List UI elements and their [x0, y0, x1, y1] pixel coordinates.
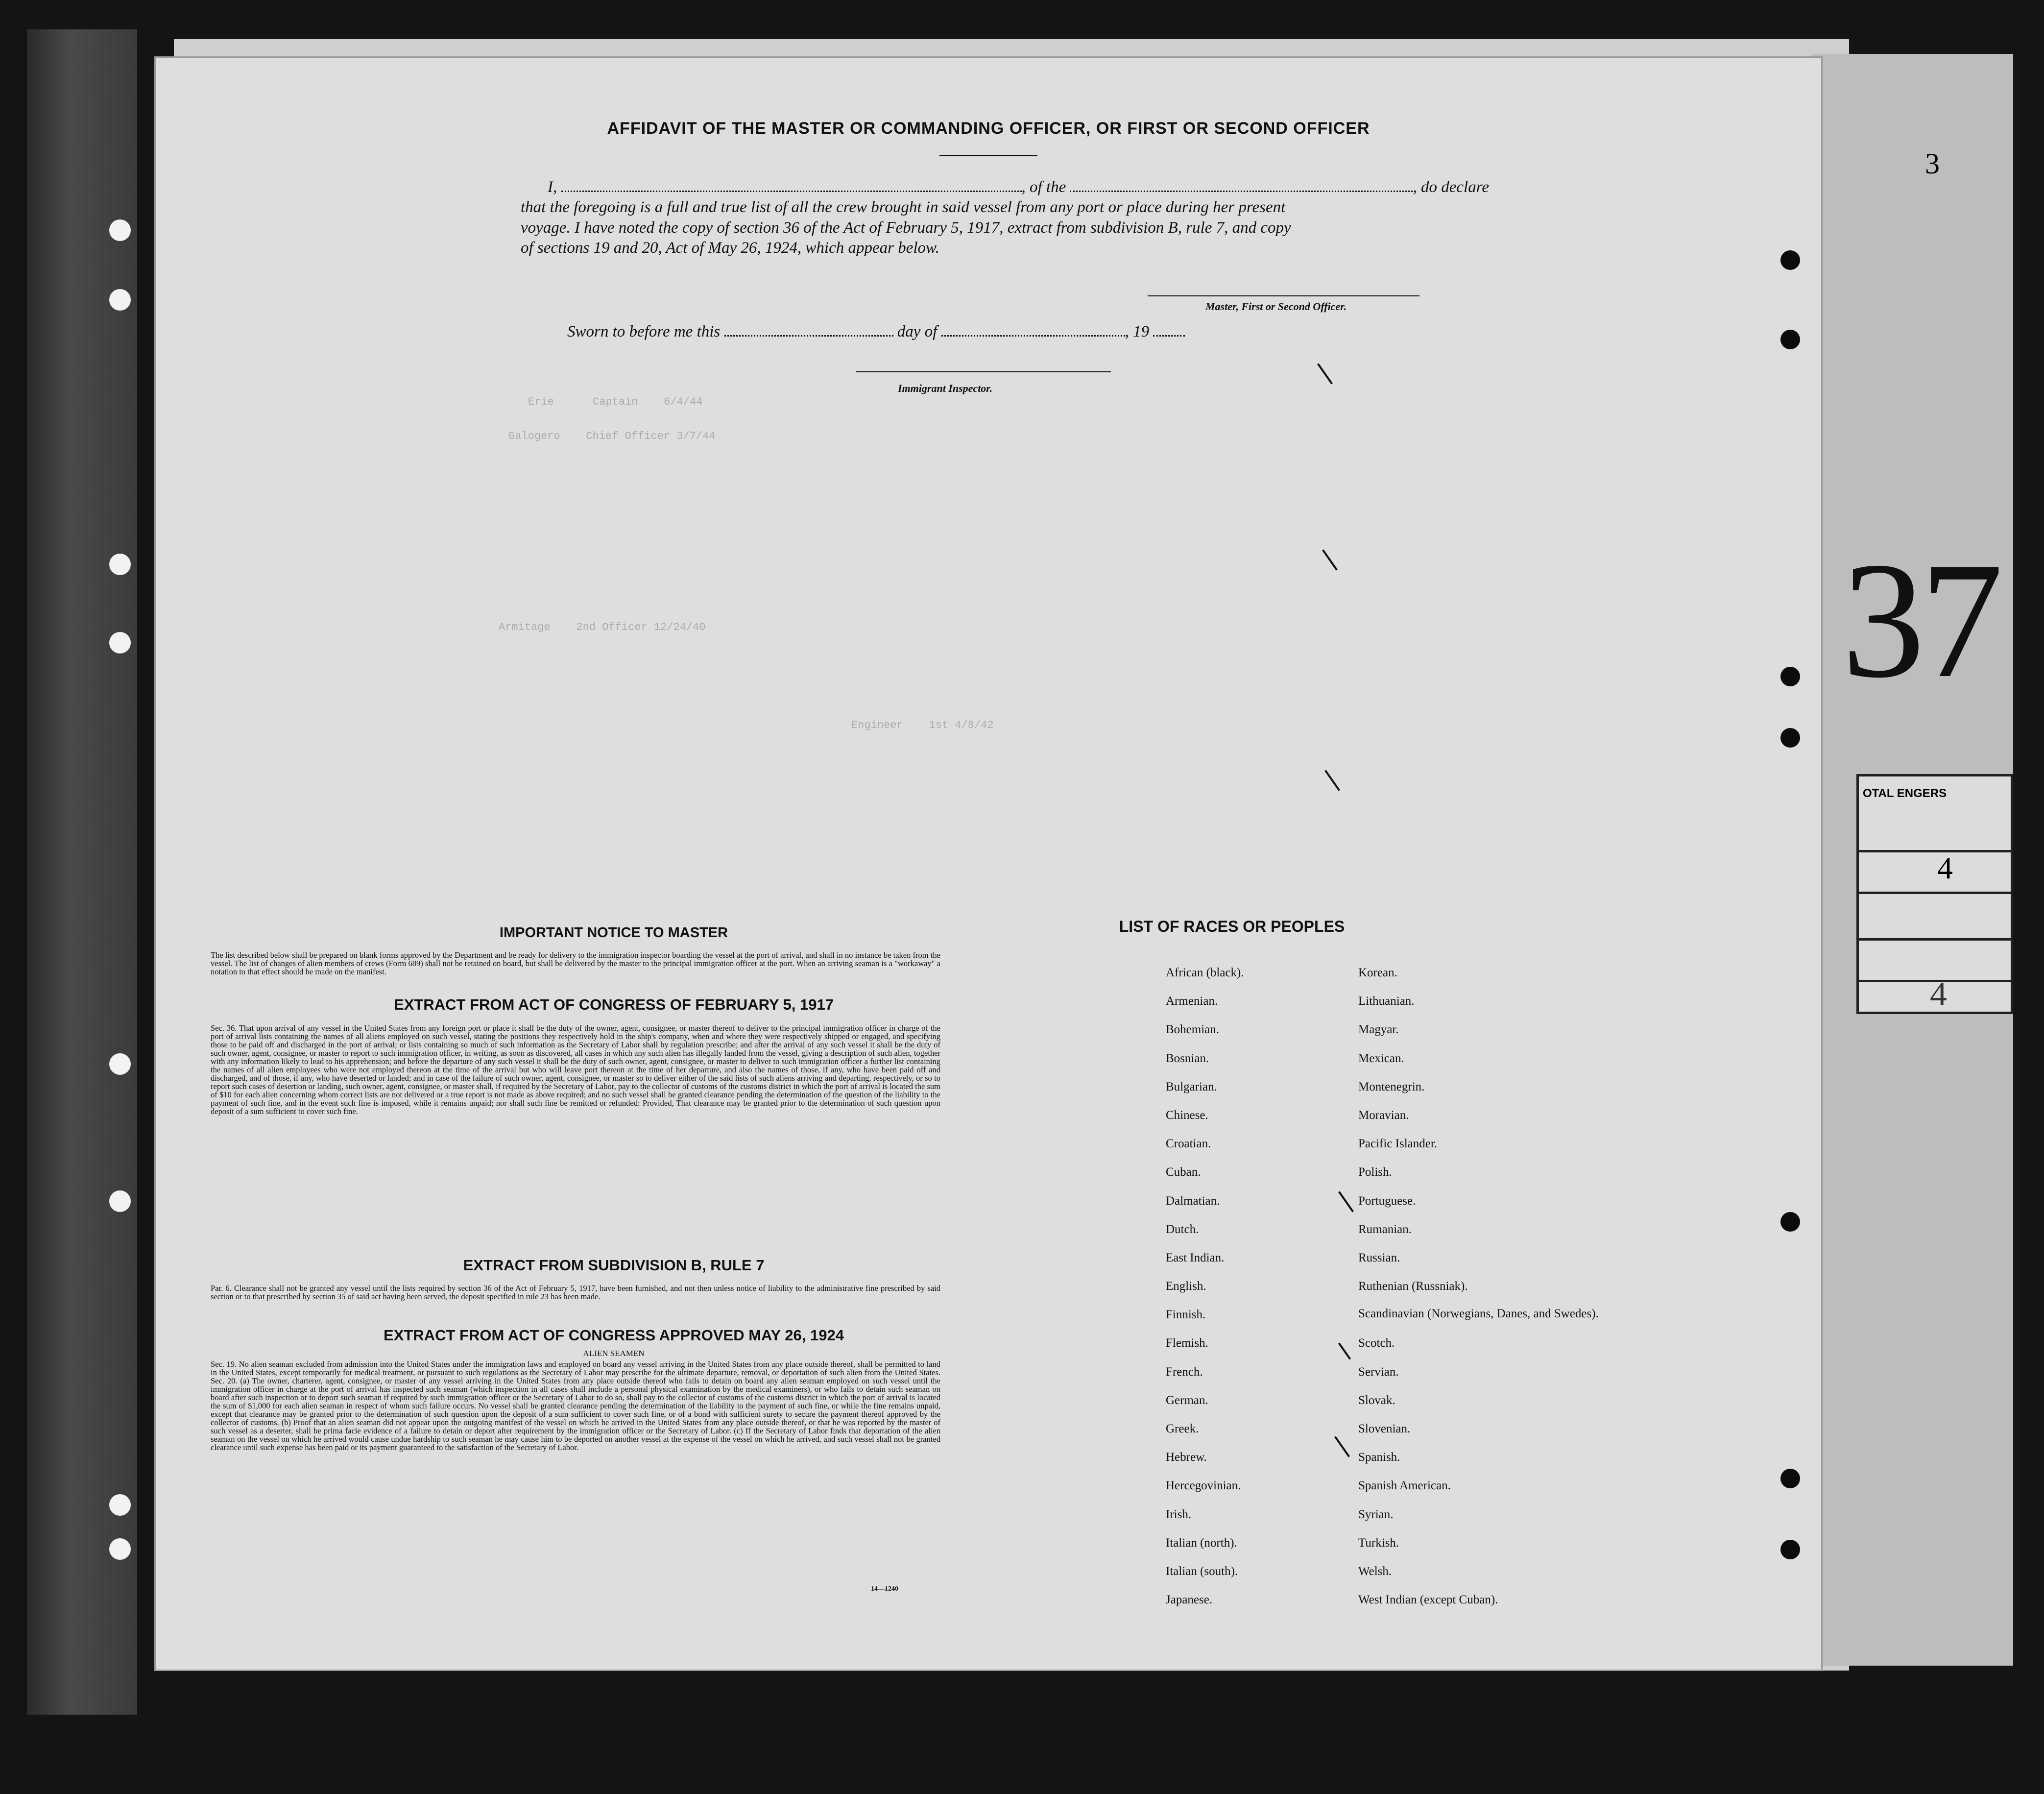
binder-hole: [109, 219, 131, 241]
sworn-day-field[interactable]: [724, 322, 893, 337]
margin-big-number: 37: [1842, 528, 1998, 712]
extract-1917-text: Sec. 36. That upon arrival of any vessel in the United States from any foreign port or place it shall be the duty of the owner, agent, consignee, or master thereof to deliver to the principal immigration officer in charge of the port of arrival lists containing the names of all aliens employed on such vessel, stating the positions they respectively hold in the ship's company, when and where they were respectively shipped or engaged, and specifying those to be paid off and discharged in the port of arrival; or lists containing so much of such information as the Secretary of Labor shall by regulation prescribe; and after the arrival of any such vessel it shall be the duty of such owner, agent, consignee, or master to report to such immigration officer, in writing, as soon as discovered, all cases in which any such alien has illegally landed from the vessel, giving a description of such alien, together with any information likely to lead to his apprehension; and before the departure of any such vessel it shall be the duty of such owner, agent, consignee, or master to deliver to such immigration officer a further list containing the names of all alien employees who were not employed thereon at the time of the arrival but who will leave port thereon at the time of her departure, and also the names of those, if any, who have been paid off and discharged, and of those, if any, who have deserted or landed; and in case of the failure of such owner, agent, consignee, or master so to deliver either of the said lists of such aliens arriving and departing, respectively, or so to report such cases of desertion or landing, such owner, agent, consignee, or master shall, if required by the Secretary of Labor, pay to the collector of customs of the customs district in which the port of arrival is located the sum of $10 for each alien concerning whom correct lists are not delivered or a true report is not made as above required; and no such vessel shall be granted clearance pending the determination of the question of the liability to the payment of such fine, and in the event such fine is imposed, while it remains unpaid; nor shall such fine be remitted or refunded: Provided, That clearance may be granted prior to the determination of such question upon deposit of a sum sufficient to cover such fine.: [211, 1023, 940, 1116]
race-item: Chinese.: [1166, 1108, 1208, 1122]
affidavit-line-3: voyage. I have noted the copy of section 36 of the Act of February 5, 1917, extract from subdivision B, rule 7, and copy: [521, 219, 1291, 237]
show-through-text: Erie Captain 6/4/44: [528, 396, 703, 408]
race-item: Montenegrin.: [1358, 1080, 1425, 1093]
title-rule: [939, 155, 1037, 156]
punch-hole: [1780, 667, 1800, 686]
notice-title: IMPORTANT NOTICE TO MASTER: [499, 925, 728, 941]
extract-1924-subtitle: ALIEN SEAMEN: [583, 1349, 645, 1358]
race-item: Armenian.: [1166, 994, 1218, 1008]
form-page: [156, 58, 1821, 1670]
race-item: Scotch.: [1358, 1336, 1395, 1350]
race-item: Ruthenian (Russniak).: [1358, 1280, 1468, 1293]
race-item: Bulgarian.: [1166, 1080, 1217, 1093]
pencil-mark: [1324, 770, 1340, 791]
race-item: Spanish American.: [1358, 1479, 1451, 1493]
sworn-year-field[interactable]: [1153, 322, 1185, 337]
extract-1917-title: EXTRACT FROM ACT OF CONGRESS OF FEBRUARY 5, 1917: [394, 996, 834, 1013]
race-item: Irish.: [1166, 1507, 1192, 1521]
race-item: Bosnian.: [1166, 1051, 1209, 1065]
show-through-text: Engineer 1st 4/8/42: [851, 719, 994, 731]
race-item: Spanish.: [1358, 1451, 1400, 1464]
race-item: Dalmatian.: [1166, 1194, 1220, 1208]
affidavit-line-2: that the foregoing is a full and true list of all the crew brought in said vessel from any port or place during her present: [521, 198, 1286, 216]
pencil-mark: [1317, 363, 1333, 384]
race-item: Moravian.: [1358, 1108, 1409, 1122]
race-item: Croatian.: [1166, 1137, 1211, 1151]
races-right-column: [1358, 966, 1599, 1621]
races-title: LIST OF RACES OR PEOPLES: [1119, 918, 1345, 935]
race-item: German.: [1166, 1393, 1208, 1407]
show-through-text: Armitage 2nd Officer 12/24/40: [499, 621, 706, 633]
pencil-mark: [1334, 1436, 1350, 1457]
race-item: Portuguese.: [1358, 1194, 1416, 1208]
race-item: Rumanian.: [1358, 1222, 1412, 1236]
race-item: West Indian (except Cuban).: [1358, 1593, 1498, 1607]
i-label: I,: [548, 178, 557, 196]
form-number: 14—1240: [871, 1585, 898, 1593]
race-item: English.: [1166, 1280, 1206, 1293]
margin-page-number: 3: [1925, 147, 1940, 180]
race-item: Slovenian.: [1358, 1422, 1411, 1435]
race-item: Greek.: [1166, 1422, 1199, 1435]
race-item: Turkish.: [1358, 1536, 1399, 1550]
race-item: Scandinavian (Norwegians, Danes, and Swedes).: [1358, 1307, 1599, 1321]
year-label: , 19: [1125, 323, 1150, 340]
race-item: Magyar.: [1358, 1023, 1399, 1037]
race-item: Syrian.: [1358, 1507, 1394, 1521]
pencil-mark: [1338, 1342, 1351, 1359]
sworn-label: Sworn to before me this: [567, 323, 721, 340]
race-item: Slovak.: [1358, 1393, 1395, 1407]
races-left-column: [1166, 966, 1244, 1621]
race-item: Dutch.: [1166, 1222, 1199, 1236]
master-caption: Master, First or Second Officer.: [1205, 300, 1347, 313]
race-item: Lithuanian.: [1358, 994, 1415, 1008]
race-item: Hercegovinian.: [1166, 1479, 1241, 1493]
race-item: Flemish.: [1166, 1336, 1208, 1350]
pencil-mark: [1338, 1191, 1354, 1212]
punch-hole: [1780, 728, 1800, 748]
punch-hole: [1780, 1469, 1800, 1488]
race-item: French.: [1166, 1365, 1203, 1379]
extract-rule7-text: Par. 6. Clearance shall not be granted any vessel until the lists required by section 36 of the Act of February 5, 1917, have been furnished, and not then unless notice of liability to the administrative fine prescribed by said section or to that prescribed by section 35 of said act having been served, the deposit specified in rule 23 has been made.: [211, 1284, 940, 1301]
punch-hole: [1780, 1212, 1800, 1232]
of-the-label: , of the: [1021, 178, 1066, 196]
race-item: Hebrew.: [1166, 1451, 1207, 1464]
race-item: African (black).: [1166, 966, 1244, 979]
race-item: Japanese.: [1166, 1593, 1213, 1607]
notice-text: The list described below shall be prepared on blank forms approved by the Department and be ready for delivery to the immigration inspector boarding the vessel at the port of arrival, and shall in no instance be taken from the vessel. The list of changes of alien members of crews (Form 689) shall not be retained on board, but shall be delivered by the master to the principal immigration officer at the port. When an arriving seaman is a "workaway" a notation to that effect should be made on the manifest.: [211, 950, 940, 976]
sworn-month-field[interactable]: [941, 322, 1125, 337]
race-item: Cuban.: [1166, 1165, 1201, 1179]
race-item: Servian.: [1358, 1365, 1399, 1379]
race-item: Polish.: [1358, 1165, 1392, 1179]
extract-1924-text: Sec. 19. No alien seaman excluded from admission into the United States under the immigration laws and employed on board any vessel arriving in the United States from any place outside thereof, shall be permitted to land in the United States, except temporarily for medical treatment, or pursuant to such regulations as the Secretary of Labor may prescribe for the ultimate departure, removal, or deportation of such alien from the United States. Sec. 20. (a) The owner, charterer, agent, consignee, or master of any vessel arriving in the United States from any place outside thereof who fails to detain on board any alien seaman employed on such vessel until the immigration officer in charge at the port of arrival has inspected such seaman (which inspection in all cases shall include a personal physical examination by the medical examiners), or who fails to detain such seaman on board after such inspection or to deport such seaman if required by such immigration officer or the Secretary of Labor to do so, shall pay to the collector of customs of the customs district in which the port of arrival is located the sum of $1,000 for each alien seaman in respect of whom such failure occurs. No vessel shall be granted clearance pending the determination of the liability to the payment of such fine, or while the fine remains unpaid, except that clearance may be granted prior to the determination of such question upon the deposit of a sum sufficient to cover such fine, or of a bond with sufficient surety to secure the payment thereof approved by the collector of customs. (b) Proof that an alien seaman did not appear upon the outgoing manifest of the vessel on which he arrived in the United States from any place outside thereof, or that he was reported by the master of such vessel as a deserter, shall be prima facie evidence of a failure to detain or deport after requirement by the immigration officer or the Secretary of Labor. (c) If the Secretary of Labor finds that deportation of the alien seaman on the vessel on which he arrived would cause undue hardship to such seaman he may cause him to be deported on another vessel at the expense of the vessel on which he arrived, and such vessel shall not be granted clearance until such expense has been paid or its payment guaranteed to the satisfaction of the Secretary of Labor.: [211, 1359, 940, 1452]
race-item: Italian (north).: [1166, 1536, 1237, 1550]
do-declare-label: , do declare: [1413, 178, 1489, 196]
race-item: Bohemian.: [1166, 1023, 1220, 1037]
inspector-signature-line[interactable]: [856, 371, 1111, 372]
name-field[interactable]: [561, 178, 1022, 192]
race-item: Mexican.: [1358, 1051, 1404, 1065]
pencil-mark: [1322, 549, 1338, 570]
race-item: Russian.: [1358, 1251, 1400, 1264]
day-of-label: day of: [897, 323, 938, 340]
binder-hole: [109, 632, 131, 654]
binder-hole: [109, 554, 131, 575]
vessel-field[interactable]: [1070, 178, 1413, 192]
binder-hole: [109, 1053, 131, 1075]
affidavit-title: AFFIDAVIT OF THE MASTER OR COMMANDING OFFICER, OR FIRST OR SECOND OFFICER: [607, 119, 1370, 138]
punch-hole: [1780, 250, 1800, 270]
race-item: Italian (south).: [1166, 1564, 1238, 1578]
inspector-caption: Immigrant Inspector.: [898, 382, 993, 394]
binder-hole: [109, 1538, 131, 1560]
box-value: 4: [1937, 850, 1953, 885]
master-signature-line[interactable]: [1148, 295, 1419, 296]
show-through-text: Galogero Chief Officer 3/7/44: [508, 430, 716, 442]
race-item: Korean.: [1358, 966, 1397, 979]
sworn-line: [567, 322, 1185, 341]
affidavit-line-1: [548, 178, 1489, 196]
race-item: Pacific Islander.: [1358, 1137, 1438, 1151]
binder-spine: [27, 29, 137, 1715]
race-item: East Indian.: [1166, 1251, 1225, 1264]
punch-hole: [1780, 330, 1800, 349]
race-item: Welsh.: [1358, 1564, 1392, 1578]
adjacent-manifest-sheet: [1812, 54, 2013, 1666]
binder-hole: [109, 1190, 131, 1212]
box-value-lower: 4: [1930, 975, 1947, 1013]
box-header: OTAL ENGERS: [1863, 787, 1947, 800]
binder-hole: [109, 289, 131, 311]
binder-hole: [109, 1494, 131, 1516]
race-item: Finnish.: [1166, 1308, 1206, 1322]
extract-1924-title: EXTRACT FROM ACT OF CONGRESS APPROVED MAY 26, 1924: [384, 1327, 844, 1344]
affidavit-line-4: of sections 19 and 20, Act of May 26, 1924, which appear below.: [521, 239, 939, 257]
punch-hole: [1780, 1540, 1800, 1559]
extract-rule7-title: EXTRACT FROM SUBDIVISION B, RULE 7: [463, 1257, 765, 1274]
